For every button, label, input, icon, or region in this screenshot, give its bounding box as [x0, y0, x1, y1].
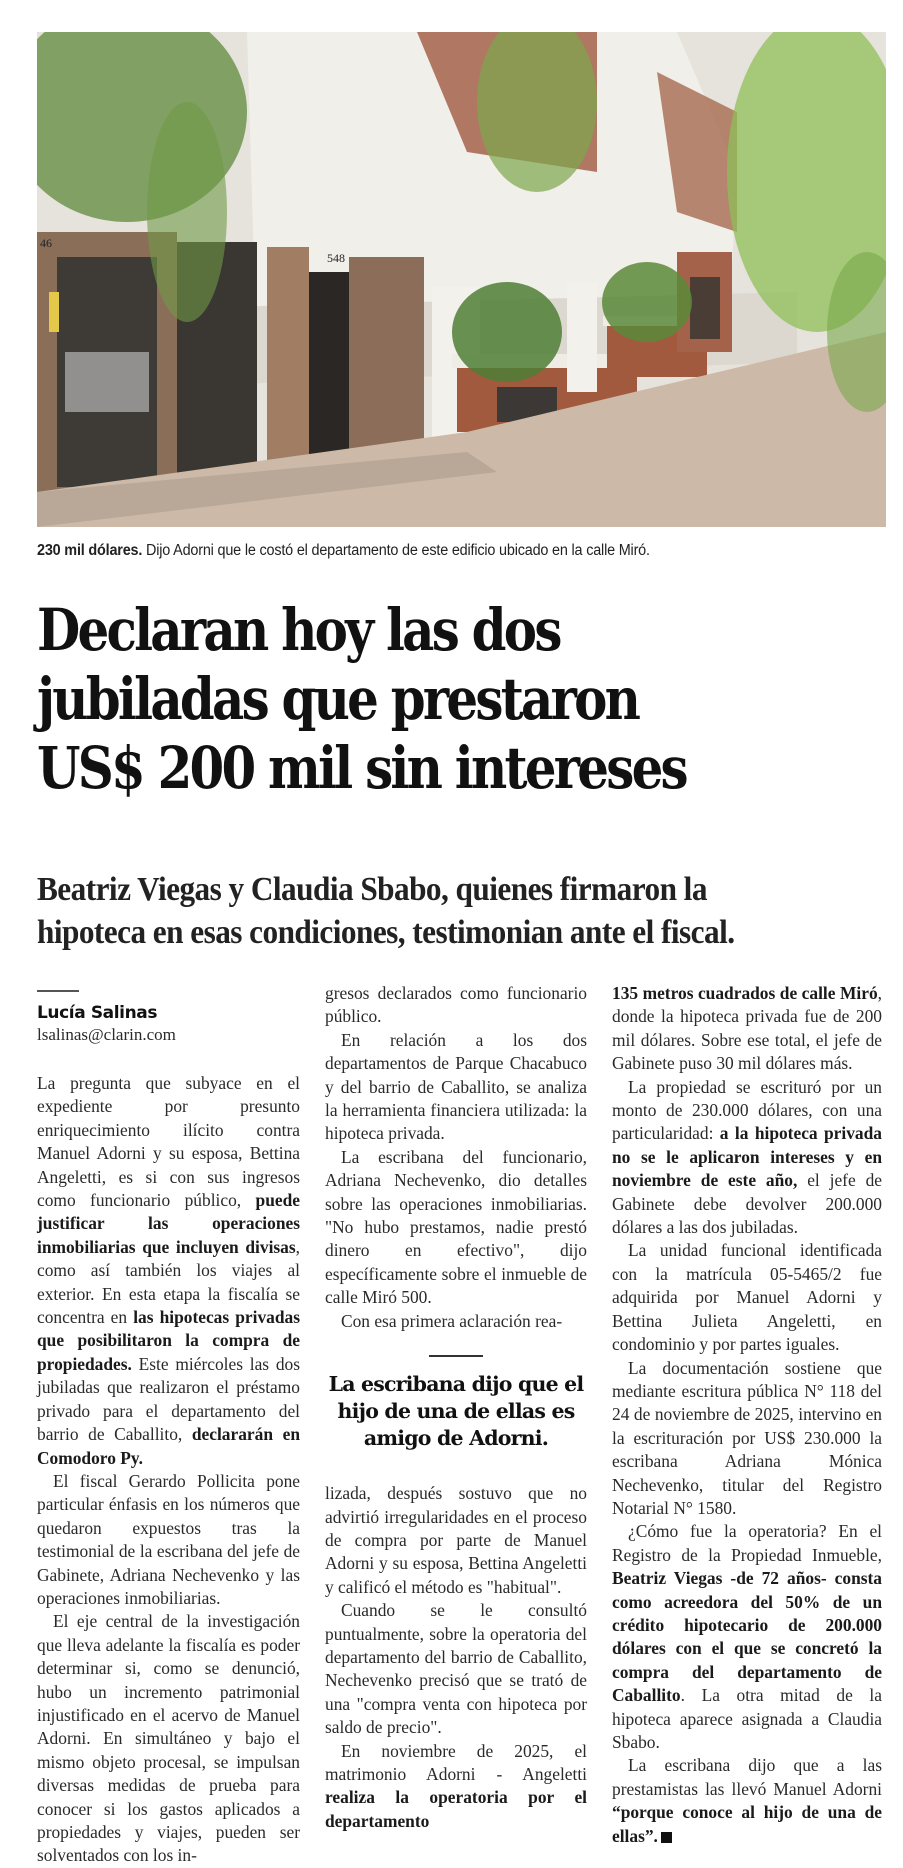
headline-line: Declaran hoy las dos — [37, 596, 560, 664]
body-paragraph — [612, 1239, 882, 1356]
bold-text: Beatriz Viegas -de 72 años- consta como acreedora del 50% de un crédito hipotecario de 200.000 dólares con el que se concretó la compra del departamento de Caballito — [612, 1568, 882, 1706]
body-paragraph — [612, 982, 882, 1076]
end-of-article-mark — [661, 1832, 672, 1843]
author-name: Lucía Salinas — [37, 1003, 158, 1023]
body-paragraph — [325, 1599, 587, 1739]
body-paragraph — [325, 1310, 587, 1333]
body-paragraph — [37, 1072, 300, 1470]
body-paragraph — [612, 1076, 882, 1240]
body-paragraph — [325, 1740, 587, 1834]
text-run: El eje central de la investigación que lleva adelante la fiscalía es poder determinar si, como se denunció, hubo un incremento patrimonial injustificado en el acervo de Manuel Adorni. En simultáneo y bajo el mismo objeto procesal, se impulsan diversas medidas de prueba para conocer si los gastos aplicados a propiedades y viajes, pueden ser solventados con los in- — [37, 1611, 300, 1866]
building-illustration — [37, 32, 886, 527]
article-column-1 — [37, 990, 300, 1868]
text-run: La propiedad se escrituró por un monto de 230.000 dólares, con una particularidad: — [612, 1076, 882, 1144]
text-run: Cuando se le consultó puntualmente, sobre la operatoria del departamento del barrio de Caballito, Nechevenko precisó que se trató de una "compra venta con hipoteca por saldo de precio". — [325, 1600, 587, 1738]
text-run: La documentación sostiene que mediante escritura pública N° 118 del 24 de noviembre de 2025, intervino en la escrituración por US$ 230.000 la escribana Adriana Mónica Nechevenko, titular del Registro Notarial N° 1580. — [612, 1357, 882, 1518]
text-run: La escribana dijo que a las prestamistas las llevó Manuel Adorni — [612, 1755, 882, 1799]
byline-rule — [37, 990, 79, 992]
column-3-body — [612, 982, 882, 1848]
headline-line: US$ 200 mil sin intereses — [37, 734, 686, 802]
photo-caption — [37, 542, 837, 560]
bold-text: a la hipoteca privada no se le aplicaron intereses y en noviembre de este año, — [612, 1123, 882, 1191]
column-1-body — [37, 1072, 300, 1868]
text-run: La unidad funcional identificada con la matrícula 05-5465/2 fue adquirida por Manuel Adorni y Bettina Julieta Angeletti, en condominio y por partes iguales. — [612, 1240, 882, 1355]
article-column-3 — [612, 982, 882, 1848]
headline — [37, 596, 897, 803]
bold-text: declararán en Comodoro Py. — [37, 1424, 300, 1468]
text-run: el jefe de Gabinete debe devolver 200.000 dólares a las dos jubiladas. — [612, 1170, 882, 1238]
bold-text: “porque conoce al hijo de una de ellas”. — [612, 1802, 882, 1846]
author-email[interactable]: lsalinas@clarin.com — [37, 1025, 176, 1044]
body-paragraph — [325, 1146, 587, 1310]
body-paragraph — [325, 1482, 587, 1599]
column-2-body-bottom — [325, 1482, 587, 1833]
text-run: En relación a los dos departamentos de Parque Chacabuco y del barrio de Caballito, se analiza la herramienta financiera utilizada: la hipoteca privada. — [325, 1029, 587, 1144]
pull-quote-text: La escribana dijo que el hijo de una de ellas es amigo de Adorni. — [328, 1372, 584, 1451]
text-run: , como así también los viajes al exterior. En esta etapa la fiscalía se concentra en — [37, 1236, 300, 1328]
article-column-2 — [325, 982, 587, 1833]
caption-text: Dijo Adorni que le costó el departamento de este edificio ubicado en la calle Miró. — [142, 542, 650, 559]
text-run: Con esa primera aclaración rea- — [341, 1310, 563, 1331]
subheadline — [37, 868, 903, 954]
article-photo — [37, 32, 886, 527]
text-run: lizada, después sostuvo que no advirtió irregularidades en el proceso de compra por parte de Manuel Adorni y su esposa, Bettina Angeletti y calificó el método es "habitual". — [325, 1483, 587, 1597]
bold-text: puede justificar las operaciones inmobiliarias que incluyen divisas — [37, 1190, 300, 1257]
text-run: En noviembre de 2025, el matrimonio Adorni - Angeletti — [325, 1740, 587, 1784]
body-paragraph — [37, 1470, 300, 1610]
text-run: Este miércoles las dos jubiladas que realizaron el préstamo privado para el departamento del barrio de Caballito, — [37, 1353, 300, 1445]
body-paragraph — [612, 1754, 882, 1848]
text-run: La pregunta que subyace en el expediente por presunto enriquecimiento ilícito contra Manuel Adorni y su esposa, Bettina Angeletti, es si con sus ingresos como funcionario público, — [37, 1073, 300, 1211]
text-run: . La otra mitad de la hipoteca aparece asignada a Claudia Sbabo. — [612, 1685, 882, 1752]
text-run: , donde la hipoteca privada fue de 200 mil dólares. Sobre ese total, el jefe de Gabinete puso 30 mil dólares más. — [612, 983, 882, 1074]
bold-text: realiza la operatoria por el departamento — [325, 1787, 587, 1831]
bold-text: las hipotecas privadas que posibilitaron la compra de propiedades. — [37, 1307, 300, 1374]
pull-quote-rule — [429, 1355, 483, 1357]
body-paragraph — [37, 1610, 300, 1867]
body-paragraph — [612, 1520, 882, 1754]
text-run: El fiscal Gerardo Pollicita pone particular énfasis en los números que quedaron expuestos tras la testimonial de la escribana del jefe de Gabinete, Adriana Nechevenko y las operaciones inmobiliarias. — [37, 1470, 300, 1608]
headline-line: jubiladas que prestaron — [37, 665, 639, 733]
text-run: La escribana del funcionario, Adriana Nechevenko, dio detalles sobre las operaciones inmobiliarias. "No hubo prestamos, nadie prestó dinero en efectivo", dijo específicamente sobre el inmueble de calle Miró 500. — [325, 1146, 587, 1308]
caption-lead: 230 mil dólares. — [37, 542, 143, 559]
building-number-right: 548 — [327, 251, 345, 265]
bold-text: 135 metros cuadrados de calle Miró — [612, 983, 878, 1003]
column-2-body-top — [325, 982, 587, 1333]
pull-quote — [325, 1355, 587, 1452]
body-paragraph — [325, 982, 587, 1029]
body-paragraph — [325, 1029, 587, 1146]
building-number-left: 46 — [40, 236, 52, 250]
subheadline-line: Beatriz Viegas y Claudia Sbabo, quienes firmaron la — [37, 871, 707, 908]
text-run: gresos declarados como funcionario público. — [325, 983, 587, 1027]
body-paragraph — [612, 1357, 882, 1521]
text-run: ¿Cómo fue la operatoria? En el Registro de la Propiedad Inmueble, — [612, 1521, 882, 1565]
subheadline-line: hipoteca en esas condiciones, testimonian ante el fiscal. — [37, 914, 735, 951]
